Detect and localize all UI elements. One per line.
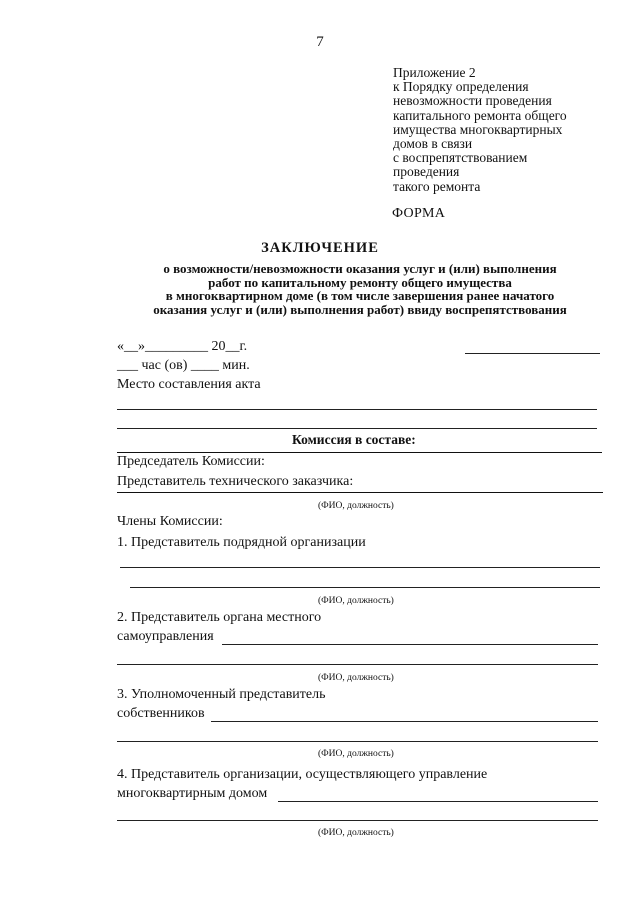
document-title: ЗАКЛЮЧЕНИЕ (261, 240, 379, 256)
member4-blank-line[interactable] (117, 820, 598, 821)
fio-hint: (ФИО, должность) (318, 673, 394, 683)
fio-hint: (ФИО, должность) (318, 596, 394, 606)
chairman-label: Председатель Комиссии: (117, 454, 265, 469)
commission-label: Комиссия в составе: (292, 432, 416, 447)
appendix-line: к Порядку определения (393, 79, 529, 95)
member3-blank-line[interactable] (117, 741, 598, 742)
appendix-line: такого ремонта (393, 178, 481, 194)
appendix-line: Приложение 2 (393, 65, 476, 80)
appendix-line: домов в связи (393, 136, 473, 152)
member2-label-cont: самоуправления (117, 629, 214, 644)
divider (117, 452, 602, 453)
place-blank-line[interactable] (117, 409, 597, 410)
place-label: Место составления акта (117, 377, 261, 392)
member1-blank-line[interactable] (130, 587, 600, 588)
member2-blank-line[interactable] (222, 644, 598, 645)
date-field[interactable]: «__»_________ 20__г. (117, 339, 248, 354)
fio-hint: (ФИО, должность) (318, 501, 394, 511)
fio-hint: (ФИО, должность) (318, 749, 394, 759)
document-subtitle (60, 262, 640, 316)
member4-label-cont: многоквартирным домом (117, 786, 268, 801)
member3-label-cont: собственников (117, 706, 205, 721)
time-field[interactable]: ___ час (ов) ____ мин. (117, 358, 250, 373)
form-label: ФОРМА (392, 206, 446, 221)
appendix-line: капитального ремонта общего (393, 107, 567, 123)
member1-blank-line[interactable] (120, 567, 600, 568)
fio-hint: (ФИО, должность) (318, 828, 394, 838)
member3-blank-line[interactable] (211, 721, 598, 722)
members-label: Члены Комиссии: (117, 514, 223, 529)
tech-customer-blank[interactable] (117, 492, 603, 493)
appendix-line: с воспрепятствованием (393, 150, 528, 166)
member4-label: 4. Представитель организации, осуществляющего управление (117, 767, 488, 782)
appendix-line: невозможности проведения (393, 93, 552, 109)
member3-label: 3. Уполномоченный представитель (117, 687, 326, 702)
member2-label: 2. Представитель органа местного (117, 610, 322, 625)
subtitle-line: оказания услуг и (или) выполнения работ) ввиду воспрепятствования (153, 301, 567, 317)
subtitle-line: в многоквартирном доме (в том числе завершения ранее начатого (165, 288, 555, 304)
member2-blank-line[interactable] (117, 664, 598, 665)
subtitle-line: работ по капитальному ремонту общего имущества (208, 274, 512, 290)
tech-customer-label: Представитель технического заказчика: (117, 474, 354, 489)
subtitle-line: о возможности/невозможности оказания услуг и (или) выполнения (163, 261, 557, 276)
page-number: 7 (316, 34, 324, 50)
member4-blank-line[interactable] (278, 801, 598, 802)
date-right-blank[interactable] (465, 353, 600, 354)
place-blank-line[interactable] (117, 428, 597, 429)
member1-label: 1. Представитель подрядной организации (117, 535, 366, 550)
appendix-line: имущества многоквартирных (393, 121, 563, 137)
appendix-line: проведения (393, 164, 460, 180)
appendix-block (393, 66, 623, 194)
